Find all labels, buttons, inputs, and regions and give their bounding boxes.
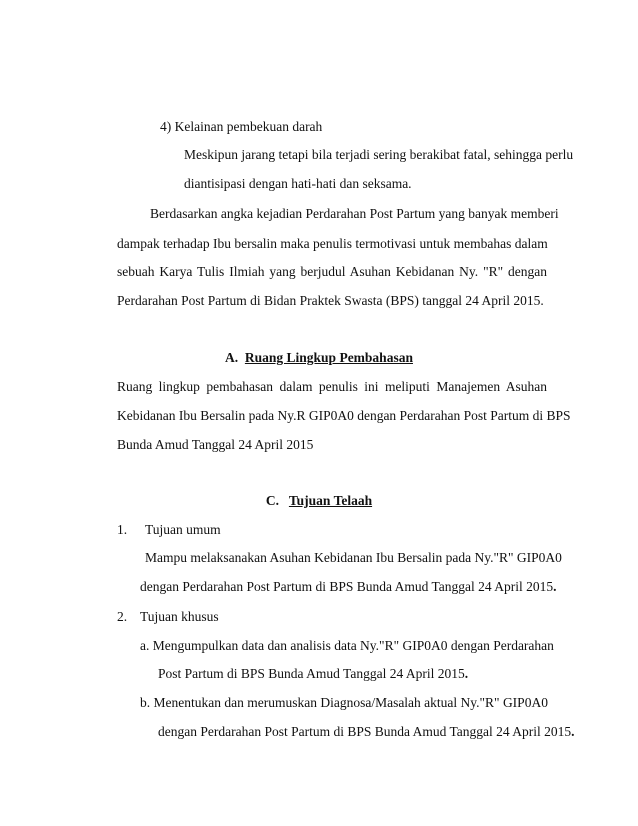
- section-a-line1: Ruang lingkup pembahasan dalam penulis ini meliputi Manajemen Asuhan: [117, 379, 547, 394]
- item4-label: 4) Kelainan pembekuan darah: [160, 119, 323, 134]
- c-a-line2-wrap: [158, 665, 468, 683]
- section-c-letter: C.: [265, 493, 280, 508]
- section-a-heading: [0, 349, 638, 367]
- c-item2-num: 2.: [117, 609, 128, 624]
- c-b-period: .: [571, 724, 575, 739]
- item4-line2: diantisipasi dengan hati-hati dan seksama.: [184, 176, 412, 191]
- c-item1-label: Tujuan umum: [145, 522, 221, 537]
- section-a-title: Ruang Lingkup Pembahasan: [244, 350, 413, 365]
- c-b-line2-wrap: [158, 723, 575, 741]
- para1-line3: sebuah Karya Tulis Ilmiah yang berjudul Asuhan Kebidanan Ny. "R" dengan: [117, 264, 547, 279]
- c-a-line2: Post Partum di BPS Bunda Amud Tanggal 24 April 2015: [158, 666, 465, 681]
- para1-line1: Berdasarkan angka kejadian Perdarahan Post Partum yang banyak memberi: [150, 206, 559, 221]
- section-a-letter: A.: [225, 350, 239, 365]
- c-item1-line2: dengan Perdarahan Post Partum di BPS Bunda Amud Tanggal 24 April 2015: [140, 579, 554, 594]
- c-b-line2: dengan Perdarahan Post Partum di BPS Bunda Amud Tanggal 24 April 2015: [158, 724, 572, 739]
- section-c-title: Tujuan Telaah: [288, 493, 373, 508]
- c-item1-line1: Mampu melaksanakan Asuhan Kebidanan Ibu Bersalin pada Ny."R" GIP0A0: [145, 550, 562, 565]
- para1-line4: Perdarahan Post Partum di Bidan Praktek Swasta (BPS) tanggal 24 April 2015.: [117, 293, 544, 308]
- section-a-line3: Bunda Amud Tanggal 24 April 2015: [117, 437, 314, 452]
- c-a-line1: a. Mengumpulkan data dan analisis data Ny."R" GIP0A0 dengan Perdarahan: [140, 638, 554, 653]
- c-a-period: .: [464, 666, 469, 681]
- c-item1-line2-wrap: [140, 578, 557, 596]
- section-a-line2: Kebidanan Ibu Bersalin pada Ny.R GIP0A0 dengan Perdarahan Post Partum di BPS: [117, 408, 571, 423]
- item4-line1: Meskipun jarang tetapi bila terjadi sering berakibat fatal, sehingga perlu: [184, 147, 574, 162]
- c-item1-period: .: [553, 579, 557, 594]
- section-c-heading: [0, 492, 638, 510]
- para1-line2: dampak terhadap Ibu bersalin maka penulis termotivasi untuk membahas dalam: [117, 236, 548, 251]
- c-item2-label: Tujuan khusus: [140, 609, 219, 624]
- c-b-line1: b. Menentukan dan merumuskan Diagnosa/Masalah aktual Ny."R" GIP0A0: [140, 695, 548, 710]
- c-item1-num: 1.: [117, 522, 128, 537]
